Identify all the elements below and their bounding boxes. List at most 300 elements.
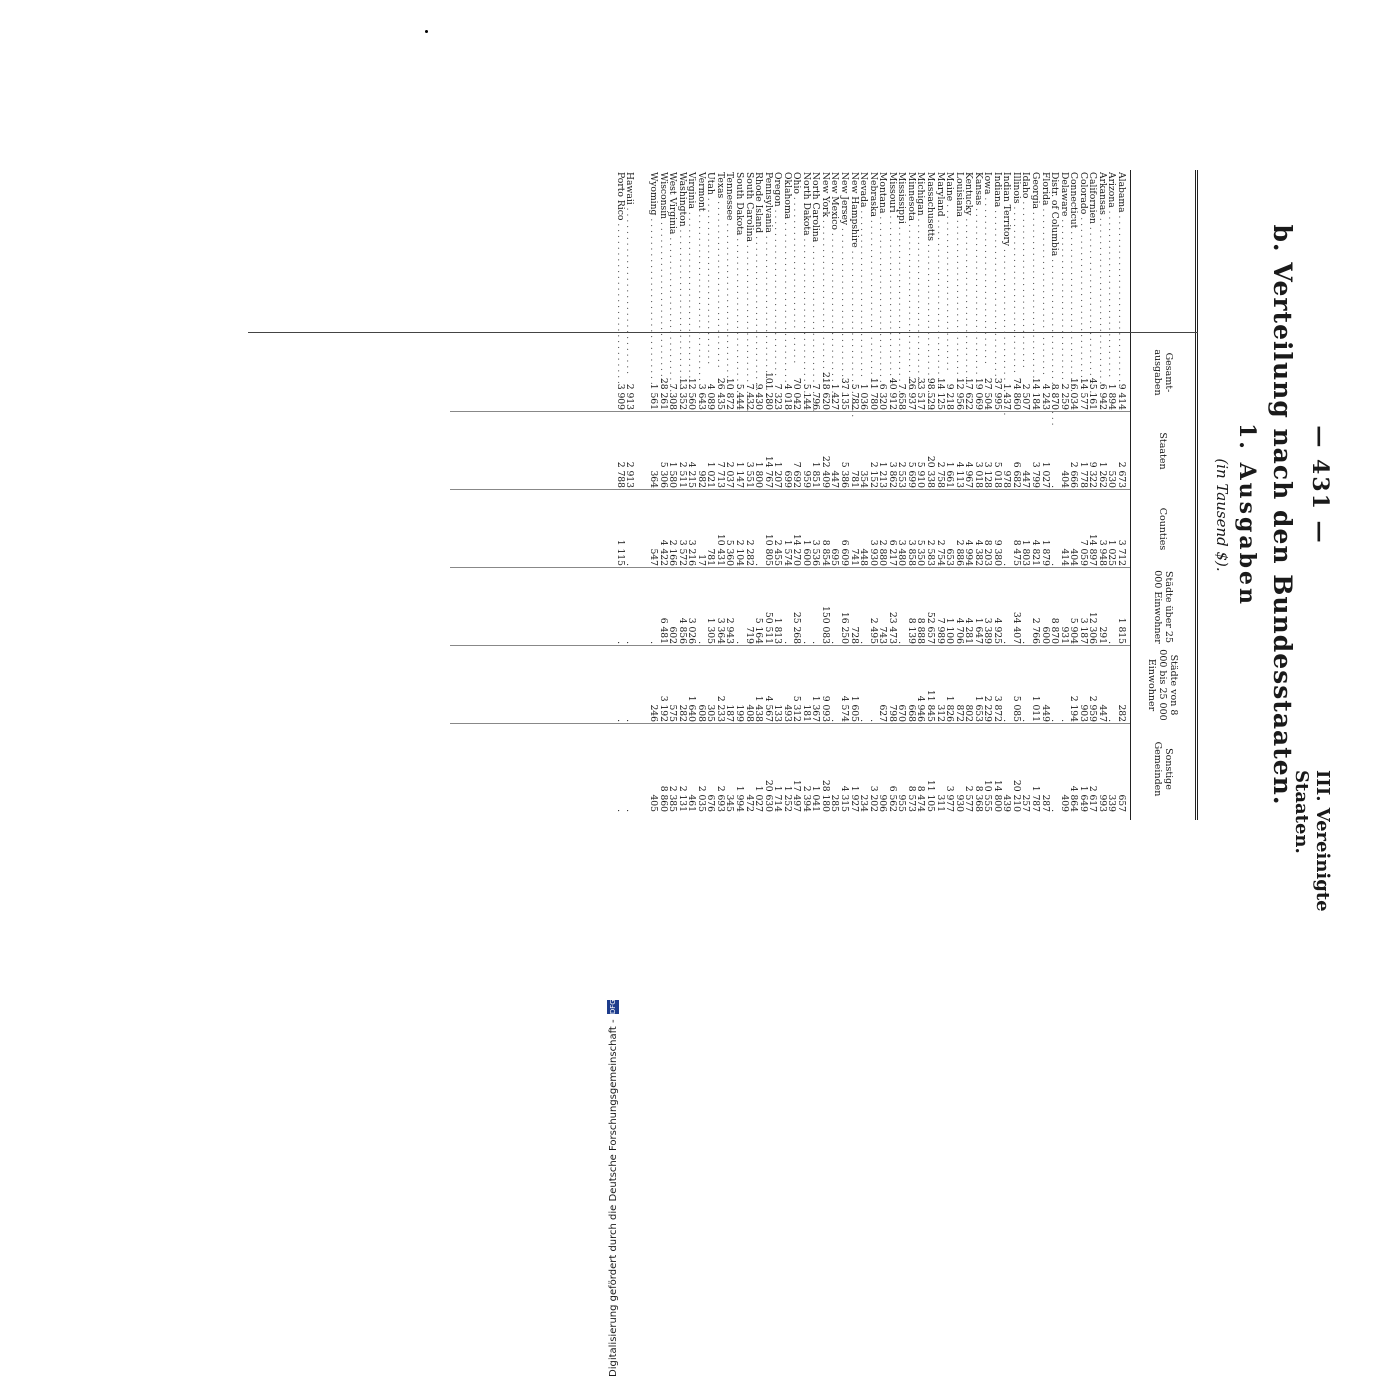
value-cell: 728 (848, 626, 860, 644)
table-row (878, 170, 888, 820)
value-cell: 1 367 (810, 695, 822, 722)
value-cell: 9 380 (991, 539, 1003, 566)
value-cell: 5 312 (791, 695, 803, 722)
state-name: Minnesota . . . (906, 172, 916, 332)
state-name: Wyoming . . . (649, 172, 659, 332)
state-name: Utah . . . (706, 172, 716, 332)
value-cell: . (1001, 719, 1013, 722)
value-cell: 14 767 (762, 455, 774, 488)
value-cell: 8 870 (1049, 617, 1061, 644)
table-row (1088, 170, 1098, 820)
state-name: Virginia . . . (687, 172, 697, 332)
value-cell: 3 536 (810, 539, 822, 566)
value-cell: . (1058, 719, 1070, 722)
state-name: New Jersey . . . (840, 172, 850, 332)
value-cell: 8 368 (972, 785, 984, 812)
value-cell: . (781, 641, 793, 644)
table-row (725, 170, 735, 820)
value-cell: 2 507 (1020, 383, 1032, 410)
value-cell: 5 306 (657, 461, 669, 488)
value-cell: 781 (705, 548, 717, 566)
state-name: Kentucky . . . (964, 172, 974, 332)
table-row (1050, 170, 1060, 820)
value-cell: 199 (734, 704, 745, 722)
value-cell: 291 (1096, 626, 1108, 644)
value-cell: 2 259 (1058, 383, 1070, 410)
value-cell: . (896, 641, 908, 644)
value-cell: 1 714 (772, 785, 784, 812)
value-cell: 5 699 (905, 461, 917, 488)
table-row (1078, 170, 1088, 820)
credit-text: Digitalisierung gefördert durch die Deutsche Forschungsgemeinschaft - (608, 1019, 619, 1377)
value-cell: 7 692 (791, 461, 803, 488)
value-cell: . (1106, 641, 1118, 644)
value-cell: 1 994 (734, 785, 745, 812)
value-cell: 653 (944, 548, 956, 566)
table-row (1097, 170, 1107, 820)
table-row (792, 170, 802, 820)
value-cell: 7 658 (896, 383, 908, 410)
value-cell: 14 184 (1030, 377, 1042, 410)
value-cell: 16 250 (839, 611, 851, 644)
value-cell: 906 (877, 794, 889, 812)
table-row (1021, 170, 1031, 820)
value-cell: 1 252 (781, 785, 793, 812)
value-cell: 798 (886, 704, 898, 722)
value-cell: 2 037 (724, 461, 736, 488)
state-name: Nevada . . . (859, 172, 869, 332)
value-cell: 602 (667, 626, 679, 644)
value-cell: 4 567 (762, 695, 774, 722)
value-cell: 23 473 (886, 611, 898, 644)
value-cell: 1 027 (753, 785, 765, 812)
table-row (830, 170, 840, 820)
value-cell: 1 041 (810, 785, 822, 812)
table-row (1011, 170, 1021, 820)
value-cell: 2 880 (877, 539, 889, 566)
value-cell: 1 803 (1020, 539, 1032, 566)
value-cell: 4 706 (953, 617, 965, 644)
value-cell: 404 (1068, 548, 1080, 566)
value-cell: 3 909 (614, 383, 626, 410)
value-cell: 14 125 (934, 377, 946, 410)
value-cell: 3 128 (982, 461, 994, 488)
value-cell: 1 427 (829, 383, 841, 410)
value-cell: 1 438 (753, 695, 765, 722)
value-cell: . (810, 641, 822, 644)
table-row (696, 170, 706, 820)
table-row (754, 170, 764, 820)
value-cell: 70 042 (791, 377, 803, 410)
value-cell: 1 894 (1106, 383, 1118, 410)
value-cell: 627 (877, 704, 889, 722)
value-cell: 2 152 (867, 461, 879, 488)
state-name: Washington . . . (677, 172, 687, 332)
state-name: Vermont . . . (696, 172, 706, 332)
value-cell: 3 572 (676, 539, 688, 566)
value-cell: . (1001, 641, 1013, 644)
value-cell: 447 (1096, 704, 1108, 722)
value-cell: 6 320 (877, 383, 889, 410)
table-row (625, 170, 635, 820)
value-cell: . (614, 641, 626, 644)
table-row (763, 170, 773, 820)
value-cell: 2 455 (772, 539, 784, 566)
value-cell: 4 281 (963, 617, 975, 644)
state-name: Californien . . . (1088, 172, 1098, 332)
value-cell: 461 (686, 794, 698, 812)
value-cell: 781 (848, 470, 860, 488)
value-cell: 50 511 (762, 611, 774, 644)
table-row (1107, 170, 1117, 820)
value-cell: 3 018 (972, 461, 984, 488)
value-cell: 6 481 (657, 617, 669, 644)
table-row (906, 170, 916, 820)
page-number: — 431 — (1307, 425, 1333, 545)
table-row (954, 170, 964, 820)
column-header-other-communities: Sonstige Gemeinden (1152, 741, 1174, 797)
table-row (859, 170, 869, 820)
table-row (715, 170, 725, 820)
state-name: Arizona . . . (1107, 172, 1117, 332)
value-cell: 4 243 (1039, 383, 1051, 410)
value-cell: 11 105 (925, 779, 936, 812)
value-cell: 1 649 (1077, 785, 1089, 812)
value-cell: 982 (695, 470, 707, 488)
value-cell: 695 (829, 548, 841, 566)
value-cell: . (1049, 809, 1061, 812)
value-cell: 13 352 (676, 377, 688, 410)
state-name: North Carolina . . . (811, 172, 821, 332)
value-cell: 4 864 (1068, 785, 1080, 812)
value-cell: 4 856 (676, 617, 688, 644)
value-cell: 405 (648, 794, 660, 812)
value-cell: 26 435 (714, 377, 726, 410)
value-cell: 409 (1058, 794, 1070, 812)
column-header-cities-over-25000: Städte über 25 000 Einwohner (1152, 570, 1174, 644)
value-cell: 10 805 (762, 533, 774, 566)
value-cell: 27 504 (982, 377, 994, 410)
value-cell: 2 131 (676, 785, 688, 812)
value-cell: 4 946 (915, 695, 927, 722)
value-cell: . (1049, 563, 1061, 566)
value-cell: 2 495 (867, 617, 879, 644)
table-row (973, 170, 983, 820)
dfg-logo: DFG (609, 999, 617, 1015)
state-name: Iowa . . . (983, 172, 993, 332)
value-cell: 8 573 (905, 785, 917, 812)
value-cell: 802 (963, 704, 975, 722)
value-cell: 657 (1116, 794, 1127, 812)
state-name: New York . . . (820, 172, 830, 332)
table-row (964, 170, 974, 820)
state-name: Texas . . . (715, 172, 725, 332)
value-cell: 959 (800, 470, 812, 488)
value-cell: 872 (953, 704, 965, 722)
state-name: Georgia . . . (1031, 172, 1041, 332)
value-cell: 1 778 (1077, 461, 1089, 488)
value-cell: 719 (743, 626, 755, 644)
state-name: Louisiana . . . (954, 172, 964, 332)
table-row (983, 170, 993, 820)
value-cell: 449 (1039, 704, 1051, 722)
value-cell: 1 815 (1116, 617, 1127, 644)
table-row (1002, 170, 1012, 820)
table-row (658, 170, 668, 820)
value-cell: 364 (648, 470, 660, 488)
column-header-states: Staaten (1157, 432, 1169, 470)
value-cell: 4 315 (839, 785, 851, 812)
state-name: North Dakota . . . (801, 172, 811, 332)
table-row (811, 170, 821, 820)
value-cell: 608 (695, 704, 707, 722)
value-cell: 7 432 (743, 383, 755, 410)
state-name: Oregon . . . (773, 172, 783, 332)
state-name: Massachusetts . . . (926, 172, 936, 332)
table-row (1069, 170, 1079, 820)
value-cell: 354 (858, 470, 870, 488)
value-cell: 2 553 (896, 461, 908, 488)
value-cell: 133 (772, 704, 784, 722)
value-cell: 3 712 (1116, 539, 1127, 566)
value-cell: 10 555 (982, 779, 994, 812)
value-cell: 2 166 (667, 539, 679, 566)
state-name: South Dakota . . . (735, 172, 745, 332)
value-cell: . (624, 809, 636, 812)
state-name: Florida . . . (1040, 172, 1050, 332)
value-cell: 2 577 (963, 785, 975, 812)
value-cell: 5 904 (1068, 617, 1080, 644)
value-cell: 2 035 (695, 785, 707, 812)
value-cell: 312 (934, 704, 946, 722)
value-cell: 668 (905, 704, 917, 722)
value-cell: 150 083 (819, 606, 831, 644)
table-row (668, 170, 678, 820)
value-cell: 218 620 (819, 372, 831, 410)
value-cell: 2 385 (667, 785, 679, 812)
value-cell: 3 389 (982, 617, 994, 644)
value-cell: 676 (705, 794, 717, 812)
value-cell: 8 203 (982, 539, 994, 566)
value-cell: 4 967 (963, 461, 975, 488)
state-name: Indian Territory . . . (1002, 172, 1012, 332)
value-cell: 4 089 (705, 383, 717, 410)
value-cell: 2 913 (624, 383, 636, 410)
state-name: New Hampshire . . . (849, 172, 859, 332)
value-cell: 5 360 (724, 539, 736, 566)
state-name: Delaware . . . (1059, 172, 1069, 332)
value-cell: 285 (829, 794, 841, 812)
value-cell: 670 (896, 704, 908, 722)
value-cell: 7 796 (810, 383, 822, 410)
value-cell: 3 187 (1077, 617, 1089, 644)
value-cell: 5 350 (915, 539, 927, 566)
table-title: b. Verteilung nach den Bundesstaaten. (1268, 224, 1297, 806)
value-cell: 1 800 (753, 461, 765, 488)
state-name: Nebraska . . . (868, 172, 878, 332)
value-cell: 8 870 (1049, 383, 1061, 410)
value-cell: 1 927 (848, 785, 860, 812)
value-cell: 4 382 (972, 539, 984, 566)
value-cell: 6 682 (1010, 461, 1022, 488)
column-header-cities-8000-25000: Städte von 8 000 bis 25 000 Einwohner (1146, 649, 1180, 721)
value-cell: 1 561 (648, 383, 660, 410)
value-cell: . (858, 719, 870, 722)
state-name: Maryland . . . (935, 172, 945, 332)
value-cell: 10 872 (724, 377, 736, 410)
value-cell: 1 605 (848, 695, 860, 722)
value-cell: 20 338 (925, 455, 936, 488)
value-cell: . (829, 641, 841, 644)
value-cell: 7 989 (934, 617, 946, 644)
value-cell: . (1049, 719, 1061, 722)
value-cell: . (800, 641, 812, 644)
value-cell: 1 115 (614, 539, 626, 566)
value-cell: 19 069 (972, 377, 984, 410)
state-name: Illinois . . . (1011, 172, 1021, 332)
value-cell: 2 754 (934, 539, 946, 566)
table-row (1040, 170, 1050, 820)
value-cell: 8 474 (915, 785, 927, 812)
value-cell: 3 862 (886, 461, 898, 488)
value-cell: 1 653 (972, 695, 984, 722)
value-cell: 45 161 (1087, 377, 1099, 410)
table-row (1117, 170, 1127, 820)
value-cell: 2 673 (1116, 461, 1127, 488)
value-cell: 10 431 (714, 533, 726, 566)
value-cell: 5 018 (991, 461, 1003, 488)
value-cell: 20 210 (1010, 779, 1022, 812)
value-cell: 311 (934, 794, 946, 812)
value-cell: 8 888 (915, 617, 927, 644)
table-row (935, 170, 945, 820)
value-cell: 187 (724, 704, 736, 722)
value-cell: 17 622 (963, 377, 975, 410)
value-cell: 4 422 (657, 539, 669, 566)
table-row (773, 170, 783, 820)
digitization-credit (607, 1000, 619, 1377)
table-row (1059, 170, 1069, 820)
value-cell: 8 139 (905, 617, 917, 644)
value-cell: 9 218 (944, 383, 956, 410)
value-cell: 1 600 (800, 539, 812, 566)
value-cell: 3 948 (1096, 539, 1108, 566)
value-cell: 3 858 (905, 539, 917, 566)
value-cell: 1 813 (772, 617, 784, 644)
value-cell: 600 (1039, 626, 1051, 644)
table-subtitle: 1. Ausgaben (1234, 422, 1260, 608)
value-cell: 4 574 (839, 695, 851, 722)
unit-note: (in Tausend $). (1213, 458, 1231, 572)
table-row (649, 170, 659, 820)
value-cell: . (1001, 563, 1013, 566)
value-cell: 7 323 (772, 383, 784, 410)
value-cell: 2 229 (982, 695, 994, 722)
state-name: Hawaii . . . (625, 172, 635, 332)
value-cell: 14 897 (1087, 533, 1099, 566)
value-cell: 1 826 (944, 695, 956, 722)
value-cell: 5 164 (753, 617, 765, 644)
table-row (735, 170, 745, 820)
value-cell: 9 414 (1116, 383, 1127, 410)
value-cell: 7 059 (1077, 539, 1089, 566)
value-cell: 993 (1096, 794, 1108, 812)
state-name: Maine . . . (945, 172, 955, 332)
state-name: Idaho . . . (1021, 172, 1031, 332)
value-cell: 2 233 (714, 695, 726, 722)
value-cell: 1 574 (781, 539, 793, 566)
value-cell: 282 (676, 704, 688, 722)
value-cell: 741 (848, 548, 860, 566)
state-name: Kansas . . . (973, 172, 983, 332)
value-cell: 6 217 (886, 539, 898, 566)
table-row (849, 170, 859, 820)
state-name: Michigan . . . (916, 172, 926, 332)
value-cell: 493 (781, 704, 793, 722)
value-cell: . (624, 563, 636, 566)
value-cell: 3 977 (944, 785, 956, 812)
value-cell: 1 025 (1106, 539, 1118, 566)
value-cell: 414 (1058, 548, 1070, 566)
value-cell: 699 (781, 470, 793, 488)
table-row (782, 170, 792, 820)
table-row (801, 170, 811, 820)
value-cell: 1 262 (1096, 461, 1108, 488)
state-name: Missouri . . . (887, 172, 897, 332)
value-cell: 37 135 (839, 377, 851, 410)
value-cell: . (1020, 719, 1032, 722)
value-cell: 1 787 (1030, 785, 1042, 812)
column-header-total: Gesamt-ausgaben (1152, 349, 1174, 396)
value-cell: 1 305 (705, 617, 717, 644)
value-cell: 6 609 (839, 539, 851, 566)
value-cell: . (734, 641, 745, 644)
value-cell: 4 113 (953, 461, 965, 488)
state-name: Wisconsin . . . (658, 172, 668, 332)
value-cell: 3 872 (991, 695, 1003, 722)
value-cell: 6 562 (886, 785, 898, 812)
value-cell: 2 617 (1087, 785, 1099, 812)
value-cell: 8 475 (1010, 539, 1022, 566)
value-cell: . (614, 809, 626, 812)
value-cell: 37 995 (991, 377, 1003, 410)
value-cell: 12 306 (1087, 611, 1099, 644)
value-cell: 1 011 (1030, 695, 1042, 722)
column-header-counties: Counties (1157, 507, 1169, 551)
value-cell: 978 (1001, 470, 1013, 488)
value-cell: 11 780 (867, 377, 879, 410)
state-name: Pennsylvania . . . (763, 172, 773, 332)
table-row (615, 170, 625, 820)
value-cell: 472 (743, 794, 755, 812)
table-row (820, 170, 830, 820)
value-cell: 26 937 (905, 377, 917, 410)
value-cell: 2 788 (614, 461, 626, 488)
value-cell: 3 364 (714, 617, 726, 644)
value-cell: 1 437 (1001, 383, 1013, 410)
value-cell: 52 657 (925, 611, 936, 644)
value-cell: . (624, 641, 636, 644)
value-cell: 12 956 (953, 377, 965, 410)
table-top-rule (1195, 170, 1198, 820)
value-cell: 8 860 (657, 785, 669, 812)
table-row (706, 170, 716, 820)
table-row (1031, 170, 1041, 820)
value-cell: 287 (1039, 794, 1051, 812)
scan-speck (425, 30, 428, 33)
table-row (677, 170, 687, 820)
value-cell: 11 845 (925, 689, 936, 722)
